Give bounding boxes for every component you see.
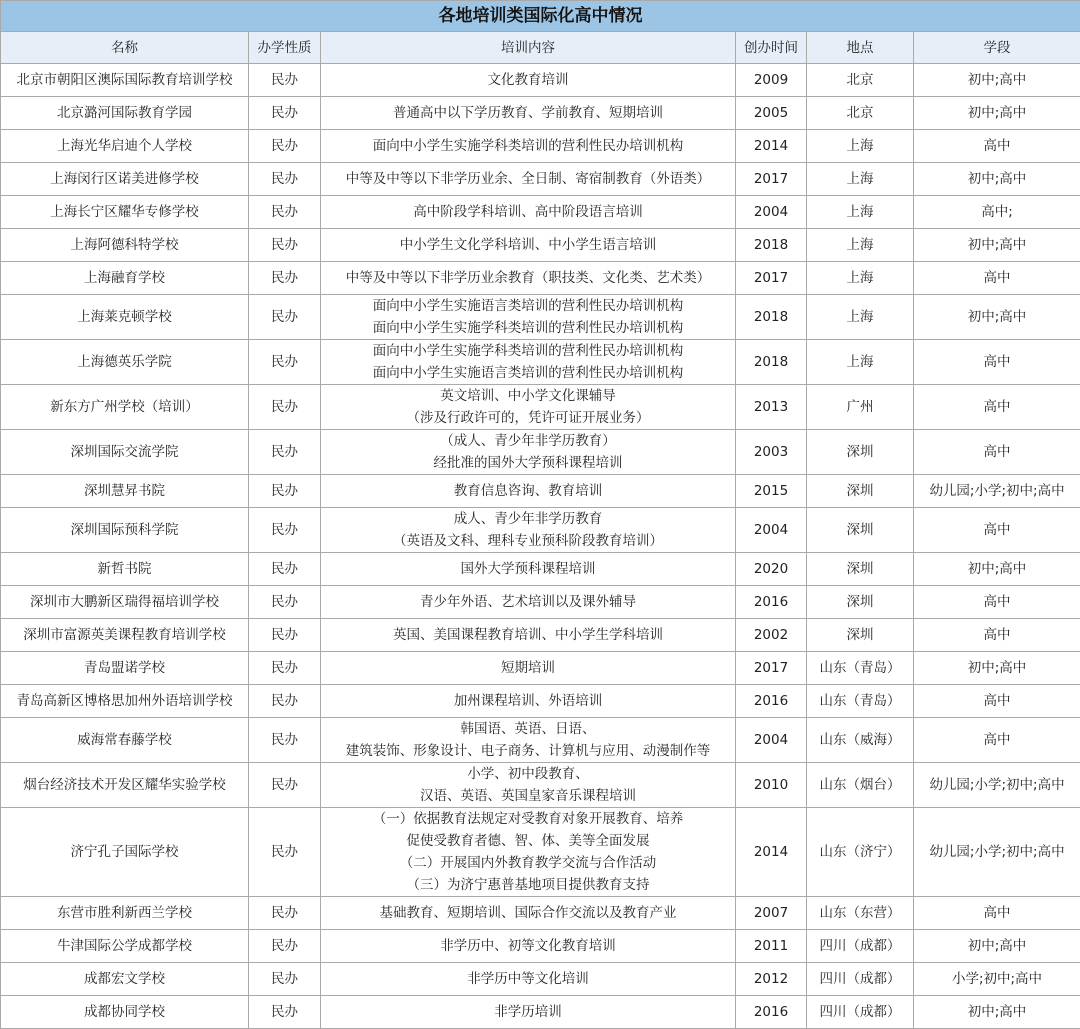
table-row (1, 262, 1080, 295)
table-row (1, 652, 1080, 685)
cell-year: 2002 (736, 619, 807, 652)
content-line: 英国、美国课程教育培训、中小学生学科培训 (323, 624, 733, 646)
cell-year: 2010 (736, 763, 807, 808)
cell-year: 2004 (736, 508, 807, 553)
content-line: 非学历中、初等文化教育培训 (323, 935, 733, 957)
cell-location: 北京 (807, 64, 914, 97)
content-line: 经批准的国外大学预科课程培训 (323, 452, 733, 474)
table-row (1, 475, 1080, 508)
table-row (1, 130, 1080, 163)
cell-stage: 高中 (914, 619, 1080, 652)
content-line: 促使受教育者德、智、体、美等全面发展 (323, 830, 733, 852)
cell-stage: 高中 (914, 508, 1080, 553)
content-line: 基础教育、短期培训、国际合作交流以及教育产业 (323, 902, 733, 924)
header-location: 地点 (807, 32, 914, 64)
cell-location: 北京 (807, 97, 914, 130)
cell-name: 上海德英乐学院 (1, 340, 249, 385)
cell-location: 深圳 (807, 430, 914, 475)
content-line: 面向中小学生实施学科类培训的营利性民办培训机构 (323, 135, 733, 157)
cell-stage: 初中;高中 (914, 229, 1080, 262)
cell-content (321, 340, 736, 385)
cell-name: 北京市朝阳区澳际国际教育培训学校 (1, 64, 249, 97)
cell-content (321, 963, 736, 996)
cell-content (321, 475, 736, 508)
table-row (1, 64, 1080, 97)
content-line: （英语及文科、理科专业预科阶段教育培训） (323, 530, 733, 552)
cell-location: 深圳 (807, 553, 914, 586)
cell-year: 2004 (736, 196, 807, 229)
content-line: 中小学生文化学科培训、中小学生语言培训 (323, 234, 733, 256)
cell-stage: 高中 (914, 430, 1080, 475)
cell-year: 2005 (736, 97, 807, 130)
cell-name: 深圳慧昇书院 (1, 475, 249, 508)
table-row (1, 685, 1080, 718)
header-nature: 办学性质 (249, 32, 321, 64)
cell-year: 2012 (736, 963, 807, 996)
cell-name: 新东方广州学校（培训） (1, 385, 249, 430)
cell-year: 2013 (736, 385, 807, 430)
cell-nature: 民办 (249, 97, 321, 130)
cell-nature: 民办 (249, 130, 321, 163)
table-title: 各地培训类国际化高中情况 (1, 1, 1080, 32)
content-line: 文化教育培训 (323, 69, 733, 91)
content-line: 建筑装饰、形象设计、电子商务、计算机与应用、动漫制作等 (323, 740, 733, 762)
cell-nature: 民办 (249, 163, 321, 196)
cell-year: 2003 (736, 430, 807, 475)
cell-name: 深圳国际预科学院 (1, 508, 249, 553)
content-line: 加州课程培训、外语培训 (323, 690, 733, 712)
cell-location: 上海 (807, 229, 914, 262)
cell-nature: 民办 (249, 996, 321, 1029)
content-line: （成人、青少年非学历教育） (323, 430, 733, 452)
cell-location: 上海 (807, 196, 914, 229)
cell-nature: 民办 (249, 930, 321, 963)
cell-nature: 民办 (249, 262, 321, 295)
cell-year: 2018 (736, 229, 807, 262)
cell-year: 2017 (736, 163, 807, 196)
cell-content (321, 586, 736, 619)
cell-content (321, 64, 736, 97)
table-row (1, 718, 1080, 763)
cell-content (321, 553, 736, 586)
table-row (1, 229, 1080, 262)
cell-nature: 民办 (249, 295, 321, 340)
cell-location: 山东（青岛） (807, 652, 914, 685)
cell-nature: 民办 (249, 963, 321, 996)
cell-content (321, 897, 736, 930)
cell-name: 深圳市富源英美课程教育培训学校 (1, 619, 249, 652)
table-row (1, 763, 1080, 808)
cell-year: 2017 (736, 652, 807, 685)
cell-nature: 民办 (249, 619, 321, 652)
content-line: 汉语、英语、英国皇家音乐课程培训 (323, 785, 733, 807)
cell-nature: 民办 (249, 196, 321, 229)
cell-stage: 初中;高中 (914, 97, 1080, 130)
cell-year: 2007 (736, 897, 807, 930)
content-line: 非学历培训 (323, 1001, 733, 1023)
cell-nature: 民办 (249, 553, 321, 586)
cell-year: 2020 (736, 553, 807, 586)
cell-stage: 初中;高中 (914, 996, 1080, 1029)
cell-name: 上海阿德科特学校 (1, 229, 249, 262)
cell-stage: 高中 (914, 586, 1080, 619)
cell-location: 上海 (807, 340, 914, 385)
cell-name: 深圳国际交流学院 (1, 430, 249, 475)
cell-stage: 初中;高中 (914, 930, 1080, 963)
cell-year: 2004 (736, 718, 807, 763)
cell-name: 成都宏文学校 (1, 963, 249, 996)
cell-name: 北京潞河国际教育学园 (1, 97, 249, 130)
cell-nature: 民办 (249, 685, 321, 718)
table-row (1, 930, 1080, 963)
table-row (1, 586, 1080, 619)
header-content: 培训内容 (321, 32, 736, 64)
cell-nature: 民办 (249, 385, 321, 430)
cell-content (321, 619, 736, 652)
cell-content (321, 430, 736, 475)
cell-nature: 民办 (249, 763, 321, 808)
cell-nature: 民办 (249, 475, 321, 508)
content-line: （一）依据教育法规定对受教育对象开展教育、培养 (323, 808, 733, 830)
table-row (1, 619, 1080, 652)
cell-stage: 高中 (914, 262, 1080, 295)
cell-year: 2016 (736, 996, 807, 1029)
cell-name: 威海常春藤学校 (1, 718, 249, 763)
content-line: （二）开展国内外教育教学交流与合作活动 (323, 852, 733, 874)
cell-content (321, 295, 736, 340)
cell-content (321, 808, 736, 897)
cell-location: 山东（济宁） (807, 808, 914, 897)
content-line: 韩国语、英语、日语、 (323, 718, 733, 740)
content-line: 中等及中等以下非学历业余教育（职技类、文化类、艺术类） (323, 267, 733, 289)
cell-location: 山东（青岛） (807, 685, 914, 718)
cell-nature: 民办 (249, 430, 321, 475)
cell-name: 牛津国际公学成都学校 (1, 930, 249, 963)
content-line: 非学历中等文化培训 (323, 968, 733, 990)
content-line: 普通高中以下学历教育、学前教育、短期培训 (323, 102, 733, 124)
cell-name: 东营市胜利新西兰学校 (1, 897, 249, 930)
table-row (1, 340, 1080, 385)
content-line: 教育信息咨询、教育培训 (323, 480, 733, 502)
cell-year: 2017 (736, 262, 807, 295)
cell-stage: 初中;高中 (914, 652, 1080, 685)
cell-location: 上海 (807, 130, 914, 163)
cell-name: 上海莱克顿学校 (1, 295, 249, 340)
cell-year: 2016 (736, 586, 807, 619)
cell-location: 山东（烟台） (807, 763, 914, 808)
cell-location: 深圳 (807, 508, 914, 553)
cell-nature: 民办 (249, 586, 321, 619)
cell-stage: 小学;初中;高中 (914, 963, 1080, 996)
cell-location: 四川（成都） (807, 996, 914, 1029)
cell-name: 新哲书院 (1, 553, 249, 586)
cell-location: 四川（成都） (807, 963, 914, 996)
cell-year: 2016 (736, 685, 807, 718)
cell-stage: 高中 (914, 340, 1080, 385)
cell-name: 上海融育学校 (1, 262, 249, 295)
cell-name: 成都协同学校 (1, 996, 249, 1029)
content-line: 成人、青少年非学历教育 (323, 508, 733, 530)
cell-year: 2009 (736, 64, 807, 97)
cell-location: 山东（东营） (807, 897, 914, 930)
table-row (1, 963, 1080, 996)
cell-content (321, 652, 736, 685)
cell-name: 上海光华启迪个人学校 (1, 130, 249, 163)
table-row (1, 385, 1080, 430)
content-line: 青少年外语、艺术培训以及课外辅导 (323, 591, 733, 613)
table-row (1, 97, 1080, 130)
cell-year: 2011 (736, 930, 807, 963)
header-stage: 学段 (914, 32, 1080, 64)
cell-stage: 高中 (914, 897, 1080, 930)
cell-content (321, 763, 736, 808)
cell-location: 上海 (807, 163, 914, 196)
cell-location: 深圳 (807, 619, 914, 652)
cell-content (321, 229, 736, 262)
table-row (1, 163, 1080, 196)
content-line: （三）为济宁惠普基地项目提供教育支持 (323, 874, 733, 896)
cell-nature: 民办 (249, 64, 321, 97)
cell-nature: 民办 (249, 897, 321, 930)
content-line: 中等及中等以下非学历业余、全日制、寄宿制教育（外语类） (323, 168, 733, 190)
cell-name: 上海闵行区诺美进修学校 (1, 163, 249, 196)
content-line: 高中阶段学科培训、高中阶段语言培训 (323, 201, 733, 223)
table-row (1, 808, 1080, 897)
cell-content (321, 262, 736, 295)
header-row (1, 32, 1080, 64)
cell-content (321, 718, 736, 763)
cell-stage: 高中 (914, 685, 1080, 718)
cell-content (321, 163, 736, 196)
content-line: 面向中小学生实施语言类培训的营利性民办培训机构 (323, 295, 733, 317)
cell-location: 山东（威海） (807, 718, 914, 763)
content-line: 国外大学预科课程培训 (323, 558, 733, 580)
table-body (1, 64, 1080, 1029)
cell-stage: 高中 (914, 130, 1080, 163)
content-line: 英文培训、中小学文化课辅导 (323, 385, 733, 407)
table-row (1, 553, 1080, 586)
cell-location: 上海 (807, 262, 914, 295)
cell-name: 深圳市大鹏新区瑞得福培训学校 (1, 586, 249, 619)
table-row (1, 430, 1080, 475)
cell-stage: 初中;高中 (914, 553, 1080, 586)
table-row (1, 295, 1080, 340)
cell-nature: 民办 (249, 340, 321, 385)
title-row (1, 1, 1080, 32)
cell-year: 2014 (736, 130, 807, 163)
content-line: 面向中小学生实施语言类培训的营利性民办培训机构 (323, 362, 733, 384)
cell-location: 四川（成都） (807, 930, 914, 963)
cell-content (321, 385, 736, 430)
cell-nature: 民办 (249, 718, 321, 763)
cell-name: 烟台经济技术开发区耀华实验学校 (1, 763, 249, 808)
cell-name: 济宁孔子国际学校 (1, 808, 249, 897)
table-row (1, 508, 1080, 553)
cell-stage: 高中 (914, 718, 1080, 763)
cell-stage: 幼儿园;小学;初中;高中 (914, 763, 1080, 808)
cell-stage: 幼儿园;小学;初中;高中 (914, 808, 1080, 897)
cell-content (321, 930, 736, 963)
cell-stage: 高中 (914, 385, 1080, 430)
cell-location: 深圳 (807, 475, 914, 508)
cell-name: 青岛盟诺学校 (1, 652, 249, 685)
cell-location: 上海 (807, 295, 914, 340)
cell-content (321, 685, 736, 718)
cell-content (321, 996, 736, 1029)
table-row (1, 897, 1080, 930)
cell-content (321, 97, 736, 130)
cell-year: 2015 (736, 475, 807, 508)
cell-stage: 幼儿园;小学;初中;高中 (914, 475, 1080, 508)
cell-content (321, 508, 736, 553)
cell-nature: 民办 (249, 652, 321, 685)
cell-nature: 民办 (249, 508, 321, 553)
header-year: 创办时间 (736, 32, 807, 64)
cell-stage: 初中;高中 (914, 163, 1080, 196)
cell-stage: 高中; (914, 196, 1080, 229)
cell-stage: 初中;高中 (914, 64, 1080, 97)
cell-year: 2014 (736, 808, 807, 897)
header-name: 名称 (1, 32, 249, 64)
cell-nature: 民办 (249, 229, 321, 262)
cell-name: 青岛高新区博格思加州外语培训学校 (1, 685, 249, 718)
content-line: 面向中小学生实施学科类培训的营利性民办培训机构 (323, 340, 733, 362)
content-line: 面向中小学生实施学科类培训的营利性民办培训机构 (323, 317, 733, 339)
cell-location: 深圳 (807, 586, 914, 619)
cell-year: 2018 (736, 295, 807, 340)
table-row (1, 996, 1080, 1029)
cell-name: 上海长宁区耀华专修学校 (1, 196, 249, 229)
content-line: 小学、初中段教育、 (323, 763, 733, 785)
table-row (1, 196, 1080, 229)
content-line: 短期培训 (323, 657, 733, 679)
cell-stage: 初中;高中 (914, 295, 1080, 340)
content-line: （涉及行政许可的，凭许可证开展业务） (323, 407, 733, 429)
cell-content (321, 196, 736, 229)
cell-content (321, 130, 736, 163)
cell-location: 广州 (807, 385, 914, 430)
cell-year: 2018 (736, 340, 807, 385)
cell-nature: 民办 (249, 808, 321, 897)
